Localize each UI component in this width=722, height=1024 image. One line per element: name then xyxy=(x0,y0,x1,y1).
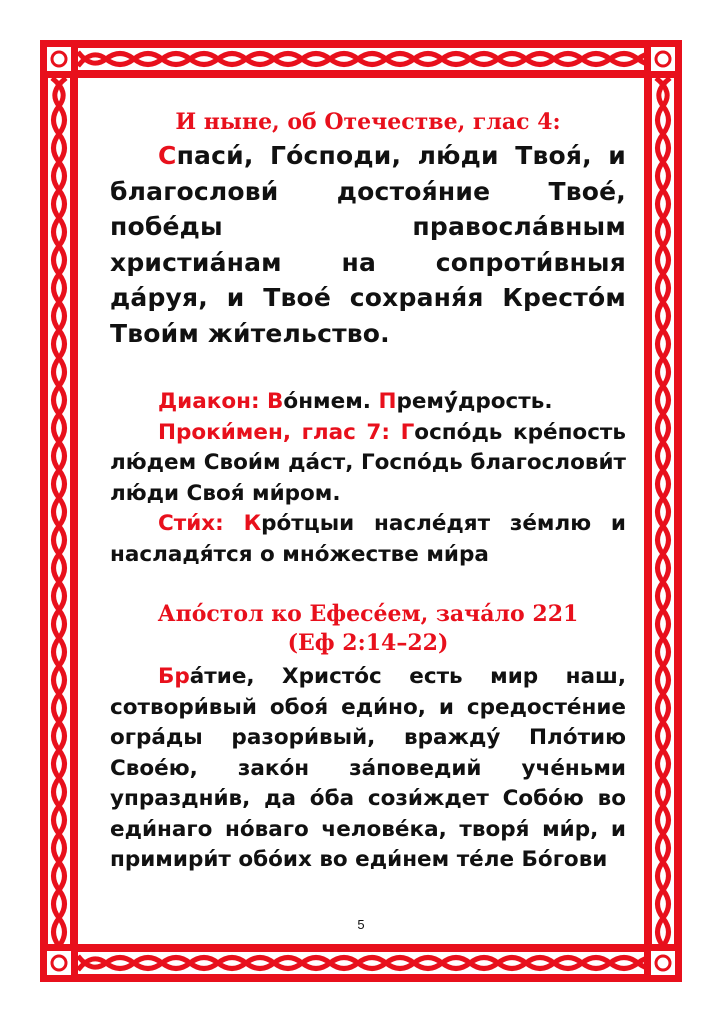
verse-label: Сти́х: xyxy=(158,511,244,536)
border-top-ornament xyxy=(78,40,644,78)
apostle-title: Апо́стол ко Ефесе́ем, зача́ло 221 xyxy=(157,601,579,627)
deacon-label: Диакон: xyxy=(158,389,268,414)
page-content xyxy=(110,108,626,876)
border-left-ornament xyxy=(40,78,78,944)
drop-cap: С xyxy=(158,141,177,170)
verse-text: ро́тцыи насле́дят зе́млю и насладя́тся о мно́жестве ми́ра xyxy=(110,511,626,567)
prokeimenon-line xyxy=(110,418,626,510)
corner-ornament-bottom-left xyxy=(40,944,78,982)
deacon-text-1: о́нмем. xyxy=(283,389,379,414)
troparion-heading: И ныне, об Отечестве, глас 4: xyxy=(175,109,561,135)
apostle-cap: Бр xyxy=(158,664,190,689)
border-right-ornament xyxy=(644,78,682,944)
corner-ornament-top-right xyxy=(644,40,682,78)
prokeimenon-cap: Г xyxy=(400,419,415,445)
prokeimenon-text: оспо́дь кре́пость лю́дем Свои́м да́ст, Госпо́дь благослови́т лю́ди Своя́ ми́ром. xyxy=(110,419,626,506)
apostle-text: а́тие, Христо́с есть мир наш, сотвори́вый обоя́ еди́но, и средосте́ние огра́ды разори́вый, вражду́ Пло́тию Свое́ю, зако́н за́поведий уче́ньми упраздни́в, да о́ба сози́ждет Собо́ю во еди́наго но́ваго челове́ка, творя́ ми́р, и примири́т обо́их во еди́нем те́ле Бо́гови xyxy=(110,664,626,872)
prokeimenon-label: Проки́мен, глас 7: xyxy=(158,419,401,445)
deacon-line xyxy=(110,387,626,418)
deacon-cap-2: П xyxy=(378,389,397,414)
page-number: 5 xyxy=(357,917,365,932)
verse-cap: К xyxy=(243,511,262,536)
apostle-reading xyxy=(110,662,626,876)
apostle-reference: (Еф 2:14–22) xyxy=(287,630,449,656)
troparion-text xyxy=(110,138,626,351)
deacon-cap-1: В xyxy=(267,389,284,414)
deacon-text-2: ремý́дрость. xyxy=(396,389,553,414)
verse-line xyxy=(110,509,626,570)
troparion-body: паси́, Го́споди, лю́ди Твоя́, и благослови́ достоя́ние Твое́, побе́ды правосла́вным христиа́нам на сопроти́вныя да́руя, и Твое́ сохраня́я Кресто́м Твои́м жи́тельство. xyxy=(110,141,626,348)
corner-ornament-bottom-right xyxy=(644,944,682,982)
border-bottom-ornament xyxy=(78,944,644,982)
corner-ornament-top-left xyxy=(40,40,78,78)
